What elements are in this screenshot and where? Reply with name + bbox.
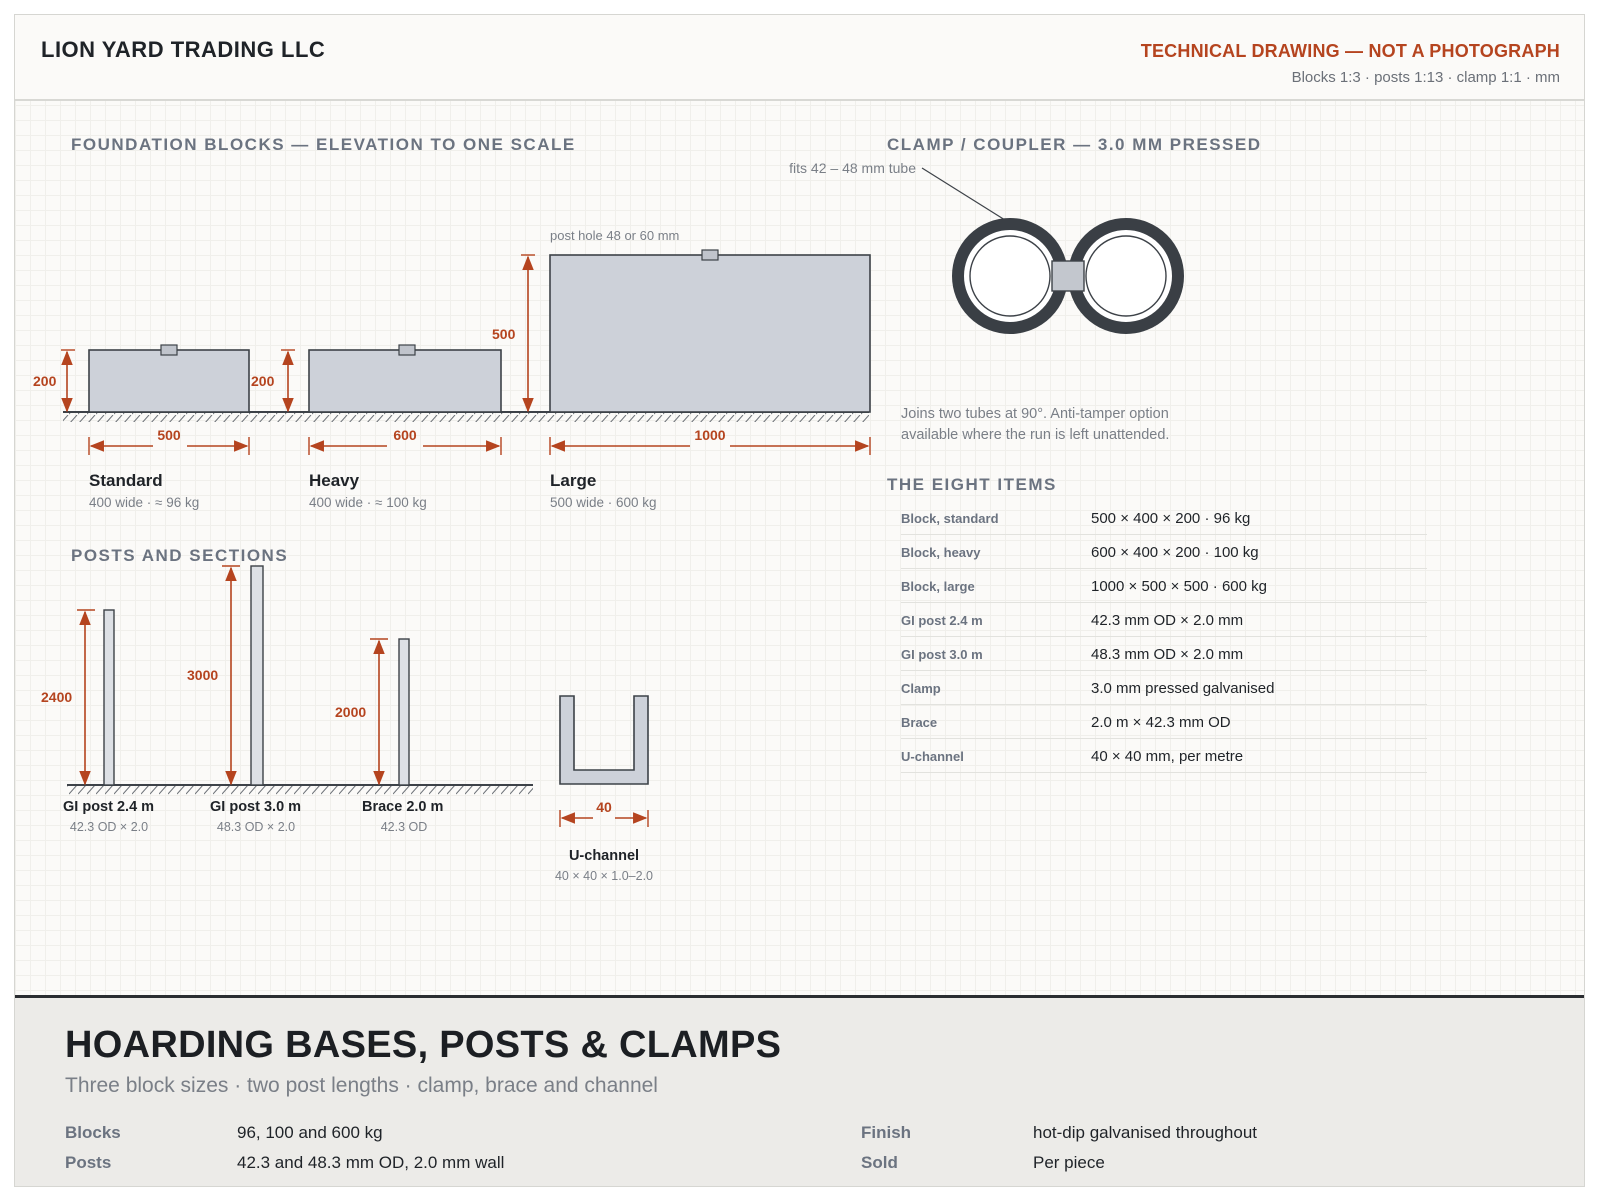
clamp-callout: fits 42 – 48 mm tube bbox=[789, 160, 916, 176]
item-name: GI post 3.0 m bbox=[901, 647, 983, 662]
block-large-height-label: 500 bbox=[492, 326, 516, 342]
post-brace-2-0 bbox=[335, 639, 443, 834]
post-brace-2-0-shape bbox=[399, 639, 409, 785]
post-brace-2-0-detail: 42.3 OD bbox=[380, 820, 428, 834]
item-name: Brace bbox=[901, 715, 938, 730]
items-table bbox=[901, 501, 1427, 773]
u-channel-width-label: 40 bbox=[596, 799, 612, 815]
table-row bbox=[901, 705, 1427, 739]
block-heavy-height-label: 200 bbox=[251, 373, 275, 389]
spec-value-sold: Per piece bbox=[1033, 1153, 1105, 1172]
tube-right bbox=[1086, 236, 1166, 316]
spec-key-blocks: Blocks bbox=[65, 1123, 121, 1142]
drawing-warning: TECHNICAL DRAWING — NOT A PHOTOGRAPH bbox=[1140, 41, 1560, 61]
block-standard-height-label: 200 bbox=[33, 373, 57, 389]
u-channel-detail: 40 × 40 × 1.0–2.0 bbox=[554, 869, 654, 883]
block-standard-width-label: 500 bbox=[157, 427, 181, 443]
page-title: HOARDING BASES, POSTS & CLAMPS bbox=[65, 1024, 782, 1066]
post-gi-2-4-detail: 42.3 OD × 2.0 bbox=[69, 820, 149, 834]
spec-value-finish: hot-dip galvanised throughout bbox=[1033, 1123, 1257, 1142]
u-channel bbox=[555, 696, 653, 883]
spec-key-finish: Finish bbox=[861, 1123, 912, 1142]
scale-note: Blocks 1:3 · posts 1:13 · clamp 1:1 · mm bbox=[1291, 69, 1560, 86]
item-spec: 600 × 400 × 200 · 100 kg bbox=[1091, 544, 1259, 561]
block-heavy-width-label: 600 bbox=[393, 427, 417, 443]
block-heavy bbox=[251, 345, 501, 510]
item-spec: 48.3 mm OD × 2.0 mm bbox=[1091, 646, 1244, 663]
item-spec: 1000 × 500 × 500 · 600 kg bbox=[1091, 578, 1267, 595]
clamp-section-title: CLAMP / COUPLER — 3.0 MM PRESSED bbox=[887, 135, 1262, 154]
clamp-bolt-block bbox=[1052, 261, 1084, 291]
block-large-body bbox=[550, 255, 870, 412]
post-hole-marker bbox=[161, 345, 177, 355]
table-row bbox=[901, 739, 1427, 773]
item-name: GI post 2.4 m bbox=[901, 613, 983, 628]
item-spec: 2.0 m × 42.3 mm OD bbox=[1091, 714, 1231, 731]
block-heavy-name: Heavy bbox=[309, 471, 360, 490]
table-row bbox=[901, 569, 1427, 603]
item-spec: 500 × 400 × 200 · 96 kg bbox=[1091, 510, 1251, 527]
post-hole-note: post hole 48 or 60 mm bbox=[550, 228, 680, 243]
spec-key-posts: Posts bbox=[65, 1153, 112, 1172]
post-gi-3-0-shape bbox=[251, 566, 263, 785]
item-spec: 40 × 40 mm, per metre bbox=[1091, 748, 1244, 765]
item-name: Block, heavy bbox=[901, 545, 981, 560]
post-gi-2-4 bbox=[41, 610, 154, 834]
post-gi-3-0-height-label: 3000 bbox=[187, 667, 219, 683]
post-hole-marker bbox=[702, 250, 718, 260]
blocks-section-title: FOUNDATION BLOCKS — ELEVATION TO ONE SCALE bbox=[71, 135, 576, 154]
spec-value-blocks: 96, 100 and 600 kg bbox=[237, 1123, 383, 1142]
table-row bbox=[901, 637, 1427, 671]
post-brace-2-0-name: Brace 2.0 m bbox=[362, 799, 444, 815]
block-heavy-detail: 400 wide · ≈ 100 kg bbox=[309, 495, 427, 510]
block-ground-line bbox=[63, 412, 869, 422]
company-name: LION YARD TRADING LLC bbox=[41, 37, 326, 62]
spec-value-posts: 42.3 and 48.3 mm OD, 2.0 mm wall bbox=[237, 1153, 505, 1172]
block-standard-detail: 400 wide · ≈ 96 kg bbox=[89, 495, 200, 510]
post-gi-2-4-shape bbox=[104, 610, 114, 785]
technical-drawing bbox=[15, 15, 1585, 985]
post-gi-3-0-detail: 48.3 OD × 2.0 bbox=[216, 820, 296, 834]
items-section-title: THE EIGHT ITEMS bbox=[887, 475, 1057, 494]
block-large-name: Large bbox=[550, 471, 597, 490]
block-heavy-body bbox=[309, 350, 501, 412]
item-spec: 42.3 mm OD × 2.0 mm bbox=[1091, 612, 1244, 629]
post-ground-line bbox=[67, 785, 533, 795]
title-block-footer bbox=[15, 995, 1584, 1187]
post-hole-marker bbox=[399, 345, 415, 355]
table-row bbox=[901, 501, 1427, 535]
drawing-sheet bbox=[14, 14, 1585, 1187]
post-gi-3-0-name: GI post 3.0 m bbox=[210, 799, 302, 815]
page-subtitle: Three block sizes · two post lengths · clamp, brace and channel bbox=[65, 1074, 658, 1097]
block-standard-name: Standard bbox=[89, 471, 163, 490]
u-channel-name: U-channel bbox=[568, 848, 640, 864]
table-row bbox=[901, 671, 1427, 705]
spec-key-sold: Sold bbox=[861, 1153, 898, 1172]
item-name: Block, standard bbox=[901, 511, 999, 526]
block-standard-body bbox=[89, 350, 249, 412]
tube-left bbox=[970, 236, 1050, 316]
post-brace-2-0-height-label: 2000 bbox=[335, 704, 367, 720]
item-spec: 3.0 mm pressed galvanised bbox=[1091, 680, 1275, 697]
u-channel-section-shape bbox=[560, 696, 648, 784]
item-name: U-channel bbox=[901, 749, 964, 764]
table-row bbox=[901, 535, 1427, 569]
block-large-detail: 500 wide · 600 kg bbox=[550, 495, 657, 510]
item-name: Clamp bbox=[901, 681, 941, 696]
table-row bbox=[901, 603, 1427, 637]
item-name: Block, large bbox=[901, 579, 975, 594]
block-standard bbox=[33, 345, 249, 510]
block-large bbox=[492, 228, 870, 510]
clamp-description: Joins two tubes at 90°. Anti-tamper option available where the run is left unattended. bbox=[901, 406, 1170, 443]
block-large-width-label: 1000 bbox=[694, 427, 726, 443]
posts-section-title: POSTS AND SECTIONS bbox=[71, 546, 289, 565]
post-gi-2-4-height-label: 2400 bbox=[41, 689, 73, 705]
post-gi-2-4-name: GI post 2.4 m bbox=[63, 799, 155, 815]
